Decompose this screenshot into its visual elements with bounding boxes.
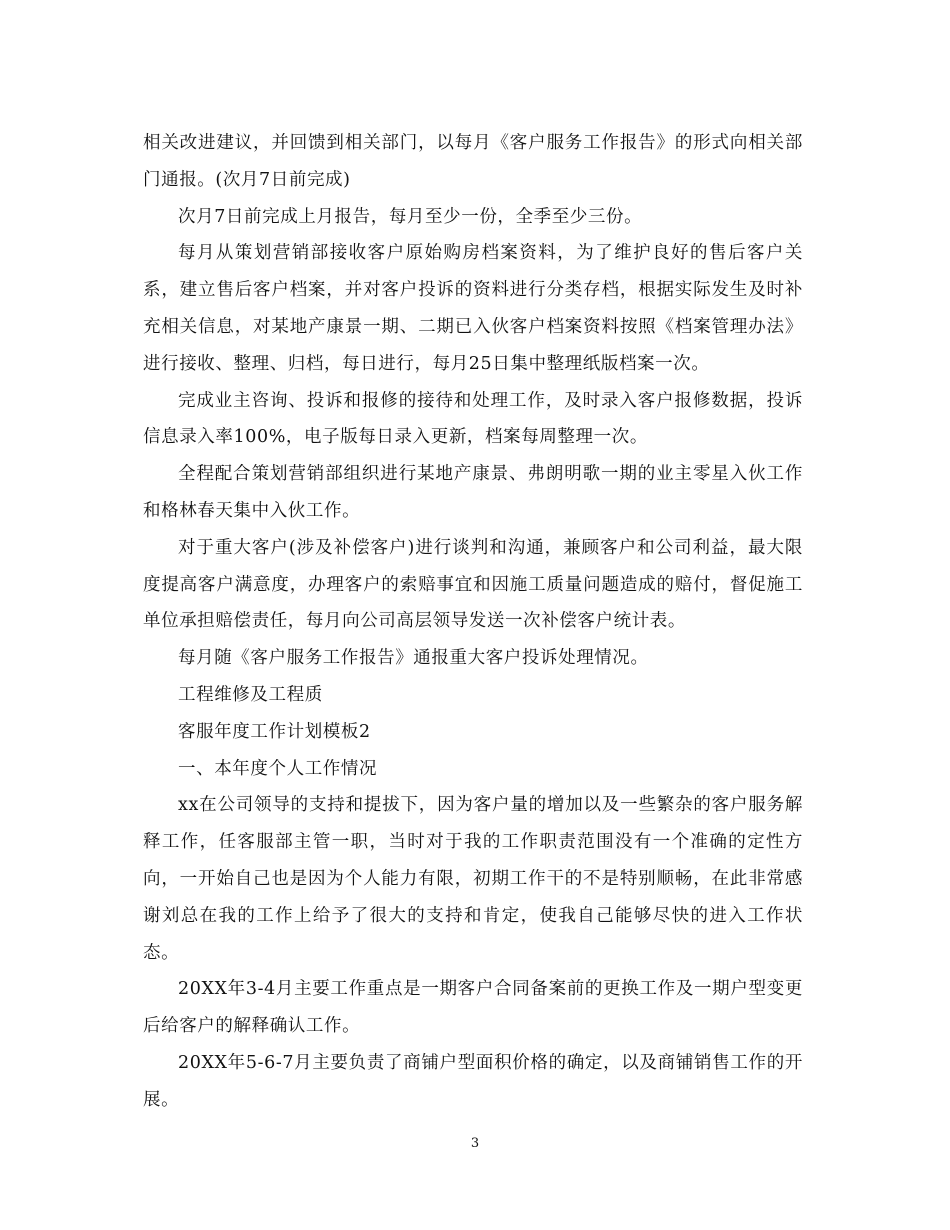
paragraph-personal-work: xx在公司领导的支持和提拔下，因为客户量的增加以及一些繁杂的客户服务解释工作，任客服部主管一职，当时对于我的工作职责范围没有一个准确的定性方向，一开始自己也是因为个人能力有限，初期工作干的不是特别顺畅，在此非常感谢刘总在我的工作上给予了很大的支持和肯定，使我自己能够尽快的进入工作状态。 <box>143 795 803 963</box>
paragraph-monthly-report: 次月7日前完成上月报告，每月至少一份，全季至少三份。 <box>178 206 643 227</box>
paragraph-may-july: 20XX年5-6-7月主要负责了商铺户型面积价格的确定，以及商铺销售工作的开展。 <box>143 1052 803 1110</box>
paragraph-move-in-support: 全程配合策划营销部组织进行某地产康景、弗朗明歌一期的业主零星入伙工作和格林春天集中入伙工作。 <box>143 464 803 521</box>
document-body <box>143 125 803 1119</box>
paragraph-section-heading: 一、本年度个人工作情况 <box>178 758 378 779</box>
page-number: 3 <box>470 1136 480 1151</box>
paragraph-engineering-heading: 工程维修及工程质 <box>178 684 323 705</box>
paragraph-template-title: 客服年度工作计划模板2 <box>178 721 371 742</box>
paragraph-inquiry-handling: 完成业主咨询、投诉和报修的接待和处理工作，及时录入客户报修数据，投诉信息录入率100%，电子版每日录入更新，档案每周整理一次。 <box>143 390 803 448</box>
paragraph-complaint-report: 每月随《客户服务工作报告》通报重大客户投诉处理情况。 <box>178 648 649 669</box>
paragraph-march-april: 20XX年3-4月主要工作重点是一期客户合同备案前的更换工作及一期户型变更后给客户的解释确认工作。 <box>143 979 803 1037</box>
paragraph-report-continuation: 相关改进建议，并回馈到相关部门，以每月《客户服务工作报告》的形式向相关部门通报。(次月7日前完成) <box>143 133 803 190</box>
paragraph-major-clients: 对于重大客户(涉及补偿客户)进行谈判和沟通，兼顾客户和公司利益，最大限度提高客户满意度，办理客户的索赔事宜和因施工质量问题造成的赔付，督促施工单位承担赔偿责任，每月向公司高层领导发送一次补偿客户统计表。 <box>143 537 803 632</box>
paragraph-customer-archives: 每月从策划营销部接收客户原始购房档案资料，为了维护良好的售后客户关系，建立售后客户档案，并对客户投诉的资料进行分类存档，根据实际发生及时补充相关信息，对某地产康景一期、二期已入伙客户档案资料按照《档案管理办法》进行接收、整理、归档，每日进行，每月25日集中整理纸版档案一次。 <box>143 243 803 374</box>
